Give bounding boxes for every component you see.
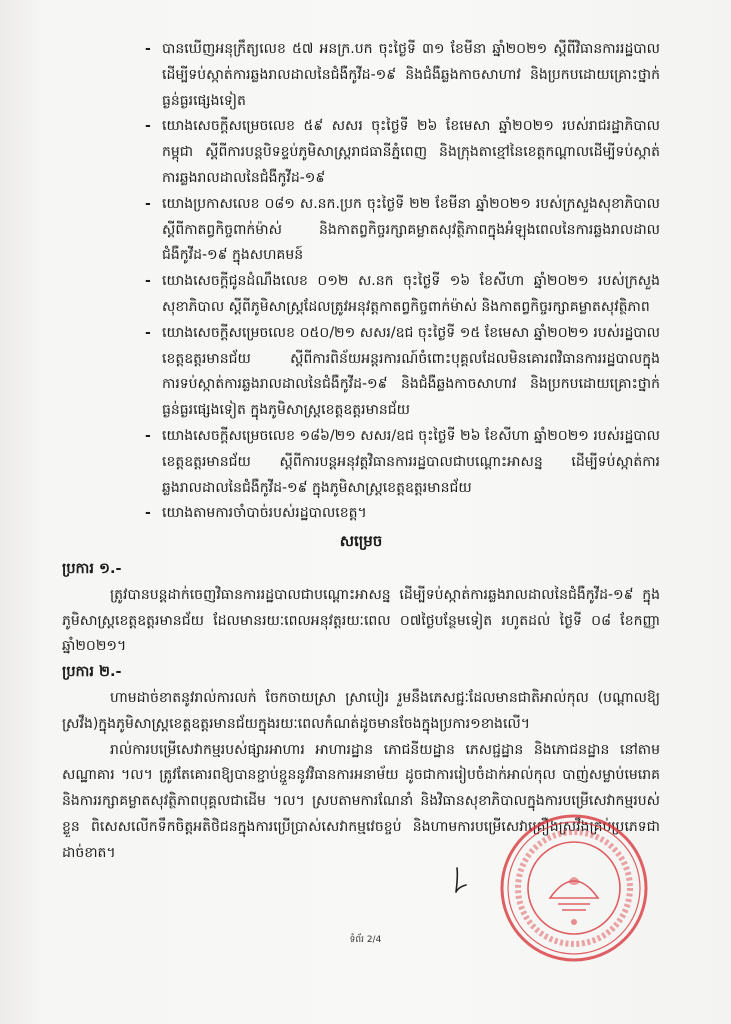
- article-paragraph: រាល់ការបម្រើសេវាកម្មរបស់ផ្សារអាហារ អាហារដ្ឋាន ភោជនីយដ្ឋាន ភេសជ្ជដ្ឋាន និងភោជនដ្ឋាន នៅតាមសណ្ឋាគារ ។ល។ ត្រូវតែគោរពឱ្យបានខ្ជាប់ខ្ជួននូវវិធានការអនាម័យ ដូចជាការរៀបចំដាក់អាល់កុល បាញ់សម្លាប់មេរោគ និងការរក្សាគម្លាតសុវត្ថិភាពបុគ្គលជាដើម ។ល។ ស្របតាមការណែនាំ និងវិធានសុខាភិបាលក្នុងការបម្រើសេវាកម្មរបស់ខ្លួន ពិសេសលើកទឹកចិត្តអតិថិជនក្នុងការប្រើប្រាស់សេវាកម្មវេចខ្ចប់ និងហាមការបម្រើសេវាគ្រឿងស្រវឹងគ្រប់ប្រភេទជាដាច់ខាត។: [62, 741, 660, 861]
- bullet-dash: -: [145, 505, 151, 522]
- reference-text: យោងប្រកាសលេខ ០៨១ ស.នក.ប្រក ចុះថ្ងៃទី ២២ ខែមីនា ឆ្នាំ២០២១ របស់ក្រសួងសុខាភិបាល ស្តីពីកាតព្វកិច្ចពាក់ម៉ាស់ និងកាតព្វកិច្ចរក្សាគម្លាតសុវត្ថិភាពក្នុងអំឡុងពេលនៃការឆ្លងរាលដាលជំងឺកូវីដ-១៩ ក្នុងសហគមន៍: [162, 195, 660, 264]
- signature-mark: [448, 866, 470, 896]
- bullet-dash: -: [145, 427, 151, 444]
- reference-text: យោងសេចក្តីសម្រេចលេខ ១៨៦/២១ សសរ/ឧជ ចុះថ្ងៃទី ២៦ ខែសីហា ឆ្នាំ២០២១ របស់រដ្ឋបាលខេត្តឧត្តរមានជ័យ ស្តីពីការបន្តអនុវត្តវិធានការរដ្ឋបាលជាបណ្តោះអាសន្ន ដើម្បីទប់ស្កាត់ការឆ្លងរាលដាលនៃជំងឺកូវីដ-១៩ ក្នុងភូមិសាស្ត្រខេត្តឧត្តរមានជ័យ: [162, 427, 660, 496]
- reference-text: យោងសេចក្តីជូនដំណឹងលេខ ០១២ ស.នក ចុះថ្ងៃទី ១៦ ខែសីហា ឆ្នាំ២០២១ របស់ក្រសួងសុខាភិបាល ស្តីពីភូមិសាស្ត្រដែលត្រូវអនុវត្តកាតព្វកិច្ចពាក់ម៉ាស់ និងកាតព្វកិច្ចរក្សាគម្លាតសុវត្ថិភាព: [162, 273, 660, 315]
- reference-item: [145, 192, 660, 269]
- reference-item: [145, 114, 660, 191]
- reference-list: [62, 37, 660, 527]
- article-paragraph: ហាមដាច់ខាតនូវរាល់ការលក់ ចែកចាយស្រា ស្រាបៀរ រួមនឹងភេសជ្ជៈដែលមានជាតិអាល់កុល (បណ្តាលឱ្យស្រវឹង)ក្នុងភូមិសាស្ត្រខេត្តឧត្តរមានជ័យក្នុងរយៈពេលកំណត់ដូចមានចែងក្នុងប្រការ១ខាងលើ។: [62, 689, 660, 732]
- reference-item: [145, 501, 660, 527]
- decision-heading: សម្រេច: [339, 532, 383, 551]
- article-label: ប្រការ ១.-: [62, 560, 122, 577]
- reference-item: [145, 269, 660, 321]
- bullet-dash: -: [145, 195, 151, 212]
- article-label: ប្រការ ២.-: [62, 664, 122, 681]
- bullet-dash: -: [145, 324, 151, 341]
- bullet-dash: -: [145, 118, 151, 135]
- reference-text: យោងសេចក្តីសម្រេចលេខ ០៥០/២១ សសរ/ឧជ ចុះថ្ងៃទី ១៥ ខែមេសា ឆ្នាំ២០២១ របស់រដ្ឋបាលខេត្តឧត្តរមានជ័យ ស្តីពីការពិន័យអន្តរការណ៍ចំពោះបុគ្គលដែលមិនគោរពវិធានការរដ្ឋបាលក្នុងការទប់ស្កាត់ការឆ្លងរាលដាលនៃជំងឺកូវីដ-១៩ និងជំងឺឆ្លងកាចសាហាវ និងប្រកបដោយគ្រោះថ្នាក់ធ្ងន់ធ្ងរផ្សេងទៀត ក្នុងភូមិសាស្ត្រខេត្តឧត្តរមានជ័យ: [162, 324, 660, 419]
- reference-item: [145, 424, 660, 501]
- reference-item: [145, 321, 660, 424]
- bullet-dash: -: [145, 273, 151, 290]
- reference-text: បានឃើញអនុក្រឹត្យលេខ ៥៧ អនក្រ.បក ចុះថ្ងៃទី ៣១ ខែមីនា ឆ្នាំ២០២១ ស្តីពីវិធានការរដ្ឋបាលដើម្បីទប់ស្កាត់ការឆ្លងរាលដាលនៃជំងឺកូវីដ-១៩ និងជំងឺឆ្លងកាចសាហាវ និងប្រកបដោយគ្រោះថ្នាក់ធ្ងន់ធ្ងរផ្សេងទៀត: [162, 41, 660, 109]
- document-body: [62, 37, 660, 867]
- reference-item: [145, 37, 660, 114]
- article-1: [62, 557, 660, 660]
- article-paragraph: ត្រូវបានបន្តដាក់ចេញវិធានការរដ្ឋបាលជាបណ្តោះអាសន្ន ដើម្បីទប់ស្កាត់ការឆ្លងរាលដាលនៃជំងឺកូវីដ-១៩ ក្នុងភូមិសាស្ត្រខេត្តឧត្តរមានជ័យ ដែលមានរយៈពេលអនុវត្តរយៈពេល ០៧ថ្ងៃបន្ថែមទៀត រហូតដល់ ថ្ងៃទី ០៨ ខែកញ្ញា ឆ្នាំ២០២១។: [62, 586, 660, 655]
- bullet-dash: -: [145, 41, 151, 57]
- reference-text: យោងសេចក្តីសម្រេចលេខ ៥៩ សសរ ចុះថ្ងៃទី ២៦ ខែមេសា ឆ្នាំ២០២១ របស់រាជរដ្ឋាភិបាលកម្ពុជា ស្តីពីការបន្តបិទខ្ទប់ភូមិសាស្ត្ររាជធានីភ្នំពេញ និងក្រុងតាខ្មៅនៃខេត្តកណ្តាលដើម្បីទប់ស្កាត់ការឆ្លងរាលដាលនៃជំងឺកូវីដ-១៩: [162, 118, 660, 186]
- page-number: ទំព័រ 2/4: [349, 935, 382, 945]
- reference-text: យោងតាមការចាំបាច់របស់រដ្ឋបាលខេត្ត។: [162, 505, 367, 522]
